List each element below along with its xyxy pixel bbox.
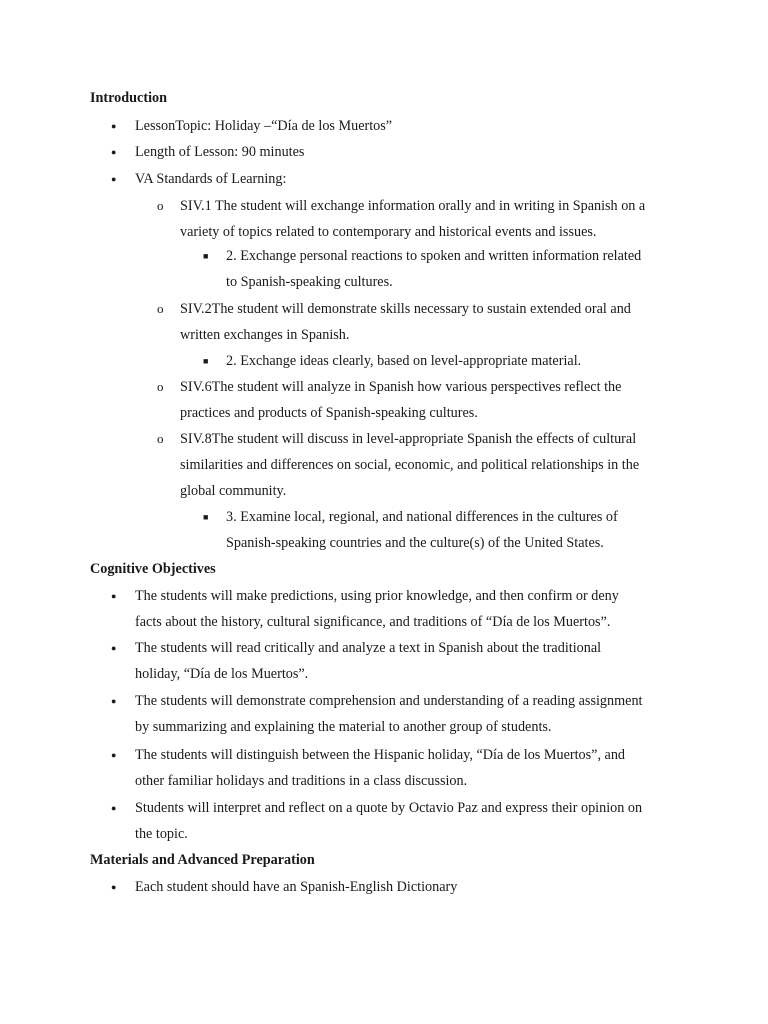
heading-cognitive-objectives: Cognitive Objectives	[90, 561, 216, 577]
square-marker: ■	[203, 251, 209, 261]
bullet-marker: ●	[111, 121, 117, 131]
objective-line: other familiar holidays and traditions in a class discussion.	[135, 773, 468, 789]
bullet-marker: ●	[111, 591, 117, 601]
standard-siv8-line: SIV.8The student will discuss in level-appropriate Spanish the effects of cultural	[180, 431, 637, 447]
standard-siv8-sub: 3. Examine local, regional, and national differences in the cultures of	[226, 509, 618, 525]
standard-siv8-line: similarities and differences on social, economic, and political relationships in the	[180, 457, 640, 473]
standard-siv1-sub: to Spanish-speaking cultures.	[226, 274, 393, 290]
standard-siv2-sub: 2. Exchange ideas clearly, based on level-appropriate material.	[226, 353, 582, 369]
bullet-marker: ●	[111, 696, 117, 706]
bullet-marker: ●	[111, 882, 117, 892]
standard-siv2-line: SIV.2The student will demonstrate skills necessary to sustain extended oral and	[180, 301, 631, 317]
intro-item-lesson-topic: LessonTopic: Holiday –“Día de los Muertos”	[135, 118, 393, 134]
objective-line: The students will read critically and analyze a text in Spanish about the traditional	[135, 640, 602, 656]
circle-marker: o	[157, 301, 164, 316]
square-marker: ■	[203, 356, 209, 366]
circle-marker: o	[157, 431, 164, 446]
materials-item: Each student should have an Spanish-English Dictionary	[135, 879, 458, 895]
objective-line: The students will make predictions, using prior knowledge, and then confirm or deny	[135, 588, 619, 604]
objective-line: holiday, “Día de los Muertos”.	[135, 666, 309, 682]
objective-line: the topic.	[135, 826, 188, 842]
bullet-marker: ●	[111, 643, 117, 653]
standard-siv1-line: SIV.1 The student will exchange information orally and in writing in Spanish on a	[180, 198, 646, 214]
objective-line: The students will distinguish between the Hispanic holiday, “Día de los Muertos”, and	[135, 747, 626, 763]
standard-siv8-sub: Spanish-speaking countries and the culture(s) of the United States.	[226, 535, 604, 551]
circle-marker: o	[157, 198, 164, 213]
objective-line: Students will interpret and reflect on a quote by Octavio Paz and express their opinion on	[135, 800, 643, 816]
bullet-marker: ●	[111, 174, 117, 184]
square-marker: ■	[203, 512, 209, 522]
objective-line: The students will demonstrate comprehension and understanding of a reading assignment	[135, 693, 643, 709]
bullet-marker: ●	[111, 750, 117, 760]
standard-siv6-line: SIV.6The student will analyze in Spanish how various perspectives reflect the	[180, 379, 622, 395]
standard-siv6-line: practices and products of Spanish-speaking cultures.	[180, 405, 478, 421]
intro-item-length: Length of Lesson: 90 minutes	[135, 144, 305, 160]
objective-line: by summarizing and explaining the material to another group of students.	[135, 719, 552, 735]
circle-marker: o	[157, 379, 164, 394]
intro-item-standards: VA Standards of Learning:	[135, 171, 287, 187]
heading-introduction: Introduction	[90, 90, 167, 106]
standard-siv1-line: variety of topics related to contemporary and historical events and issues.	[180, 224, 597, 240]
heading-materials: Materials and Advanced Preparation	[90, 852, 315, 868]
standard-siv8-line: global community.	[180, 483, 287, 499]
bullet-marker: ●	[111, 147, 117, 157]
standard-siv2-line: written exchanges in Spanish.	[180, 327, 350, 343]
standard-siv1-sub: 2. Exchange personal reactions to spoken and written information related	[226, 248, 642, 264]
bullet-marker: ●	[111, 803, 117, 813]
objective-line: facts about the history, cultural significance, and traditions of “Día de los Muertos”.	[135, 614, 611, 630]
